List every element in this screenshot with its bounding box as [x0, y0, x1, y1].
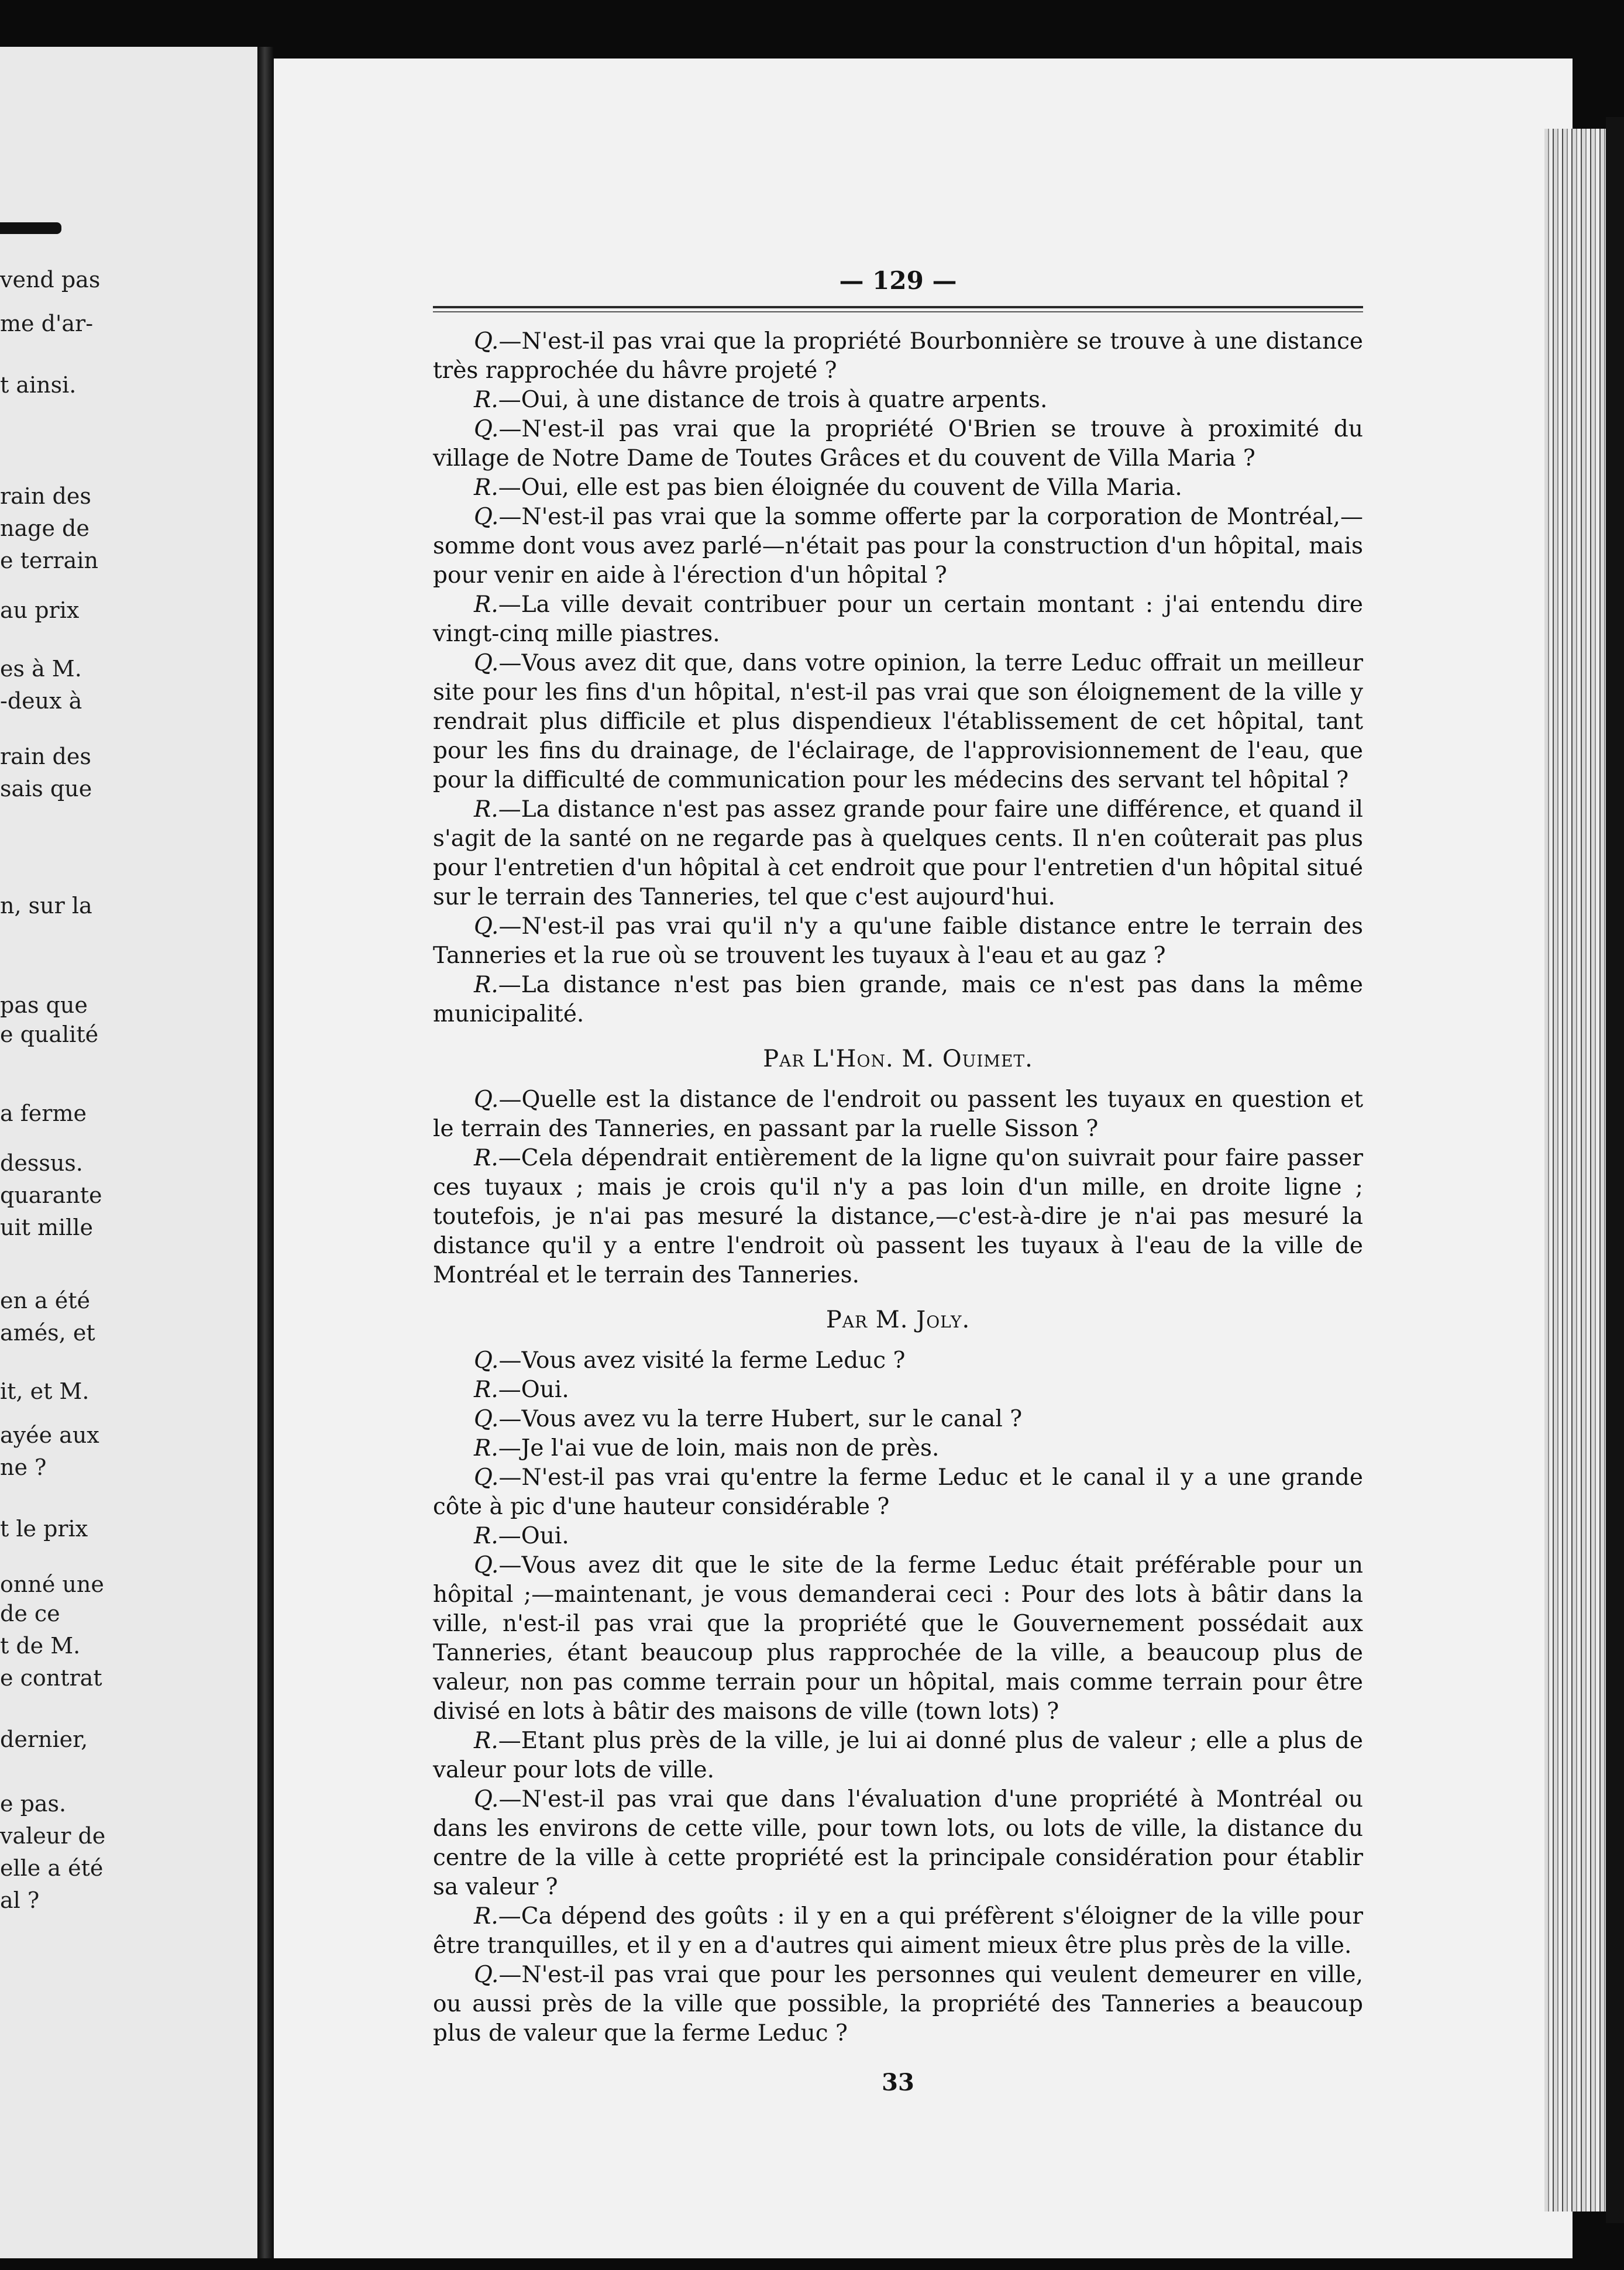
left-page-fragment: dessus. [0, 1150, 83, 1176]
paragraph-text: —Oui, elle est pas bien éloignée du couvent de Villa Maria. [498, 474, 1182, 501]
left-page-fragment: e terrain [0, 548, 98, 573]
question-paragraph [433, 415, 1363, 473]
left-page-fragment: elle a été [0, 1855, 104, 1881]
speaker-label: Q. [474, 913, 499, 940]
header-rule [433, 306, 1363, 314]
left-page-fragment: it, et M. [0, 1378, 90, 1404]
signature-mark: 33 [882, 2069, 914, 2096]
answer-paragraph [433, 1902, 1363, 1961]
paragraph-text: —N'est-il pas vrai qu'entre la ferme Leduc et le canal il y a une grande côte à pic d'une hauteur considérable ? [433, 1464, 1363, 1520]
speaker-label: R. [474, 1728, 498, 1754]
page-content [433, 266, 1363, 2097]
question-paragraph [433, 327, 1363, 386]
left-page-fragment: de ce [0, 1601, 60, 1626]
paragraph-text: —La distance n'est pas assez grande pour faire une différence, et quand il s'agit de la santé on ne regarde pas à quelques cents. Il n'en coûterait pas plus pour l'entretien d'un hôpital à cet endroit que pour l'entretien d'un hôpital situé sur le terrain des Tanneries, tel que c'est aujourd'hui. [433, 796, 1363, 910]
question-paragraph [433, 1785, 1363, 1902]
left-page-fragment: vend pas [0, 267, 101, 293]
left-page-fragment: nage de [0, 515, 90, 541]
paragraph-text: —La ville devait contribuer pour un certain montant : j'ai entendu dire vingt-cinq mille piastres. [433, 591, 1363, 647]
paragraph-text: —Vous avez dit que le site de la ferme Leduc était préférable pour un hôpital ;—maintenant, je vous demanderai ceci : Pour des lots à bâtir dans la ville, n'est-il pas vrai que la propriété que le Gouvernement possédait aux Tanneries, étant beaucoup plus rapprochée de la ville, a beaucoup plus de valeur, non pas comme terrain pour un hôpital, mais comme terrain pour être divisé en lots à bâtir des maisons de ville (town lots) ? [433, 1552, 1363, 1725]
left-page-fragment: en a été [0, 1288, 91, 1313]
left-page-fragment: ne ? [0, 1454, 47, 1480]
paragraph-text: —Oui. [498, 1377, 569, 1403]
answer-paragraph [433, 1375, 1363, 1405]
speaker-label: Q. [474, 328, 499, 355]
left-page-fragment: e qualité [0, 1022, 99, 1047]
testimony-section-3 [433, 1346, 1363, 2048]
left-page-fragment: onné une [0, 1571, 104, 1597]
left-page-fragment: me d'ar- [0, 311, 94, 336]
question-paragraph [433, 503, 1363, 590]
left-page-fragment: quarante [0, 1182, 102, 1208]
paragraph-text: —N'est-il pas vrai que pour les personnes qui veulent demeurer en ville, ou aussi près de la ville que possible, la propriété des Tanneries a beaucoup plus de valeur que la ferme Leduc ? [433, 1962, 1363, 2047]
answer-paragraph [433, 1726, 1363, 1785]
left-page-fragment: al ? [0, 1887, 40, 1913]
speaker-label: Q. [474, 1962, 499, 1988]
answer-paragraph [433, 1144, 1363, 1290]
paragraph-text: —Vous avez visité la ferme Leduc ? [498, 1347, 906, 1374]
speaker-label: Q. [474, 1406, 499, 1432]
answer-paragraph [433, 473, 1363, 503]
left-page-fragment: rain des [0, 483, 91, 509]
speaker-label: R. [474, 387, 498, 413]
paragraph-text: —Etant plus près de la ville, je lui ai donné plus de valeur ; elle a plus de valeur pour lots de ville. [433, 1728, 1363, 1783]
speaker-label: R. [474, 972, 498, 998]
speaker-label: Q. [474, 504, 499, 530]
paragraph-text: —La distance n'est pas bien grande, mais ce n'est pas dans la même municipalité. [433, 972, 1363, 1027]
left-page-fragment: pas que [0, 992, 88, 1018]
paragraph-text: —N'est-il pas vrai que dans l'évaluation d'une propriété à Montréal ou dans les environs de cette ville, pour town lots, ou lots de ville, la distance du centre de la ville à cette propriété est la principale considération pour établir sa valeur ? [433, 1786, 1363, 1900]
left-page-fragment: valeur de [0, 1823, 106, 1849]
speaker-label: Q. [474, 1347, 499, 1374]
speaker-label: Q. [474, 650, 499, 676]
left-page-fragment: n, sur la [0, 893, 92, 919]
paragraph-text: —N'est-il pas vrai que la somme offerte par la corporation de Montréal,—somme dont vous avez parlé—n'était pas pour la construction d'un hôpital, mais pour venir en aide à l'érection d'un hôpital ? [433, 504, 1363, 589]
paragraph-text: —Je l'ai vue de loin, mais non de près. [498, 1435, 940, 1461]
book-gutter [257, 47, 274, 2258]
left-page-fragment: -deux à [0, 688, 82, 714]
testimony-section-2 [433, 1085, 1363, 1290]
left-page-fragment: amés, et [0, 1320, 95, 1346]
speaker-label: Q. [474, 416, 499, 442]
left-page-fragment: sais que [0, 776, 92, 802]
paragraph-text: —N'est-il pas vrai que la propriété Bourbonnière se trouve à une distance très rapprochée du hâvre projeté ? [433, 328, 1363, 384]
speaker-label: Q. [474, 1786, 499, 1812]
speaker-label: R. [474, 796, 498, 823]
paragraph-text: —Vous avez vu la terre Hubert, sur le canal ? [498, 1406, 1023, 1432]
left-page-fragment: e pas. [0, 1791, 67, 1817]
left-page-fragment: t le prix [0, 1516, 88, 1542]
paragraph-text: —N'est-il pas vrai qu'il n'y a qu'une faible distance entre le terrain des Tanneries et la rue où se trouvent les tuyaux à l'eau et au gaz ? [433, 913, 1363, 969]
paragraph-text: —N'est-il pas vrai que la propriété O'Brien se trouve à proximité du village de Notre Dame de Toutes Grâces et du couvent de Villa Maria ? [433, 416, 1363, 472]
question-paragraph [433, 1463, 1363, 1522]
question-paragraph [433, 649, 1363, 795]
speaker-label: R. [474, 591, 498, 618]
testimony-section-1 [433, 327, 1363, 1029]
question-paragraph [433, 1551, 1363, 1726]
paragraph-text: —Cela dépendrait entièrement de la ligne qu'on suivrait pour faire passer ces tuyaux ; mais je crois qu'il n'y a pas loin d'un mille, en droite ligne ; toutefois, je n'ai pas mesuré la distance,—c'est-à-dire je n'ai pas mesuré la distance qu'il y a entre l'endroit où passent les tuyaux à l'eau de la ville de Montréal et le terrain des Tanneries. [433, 1145, 1363, 1288]
left-page-fragment: es à M. [0, 656, 82, 682]
paragraph-text: —Oui, à une distance de trois à quatre arpents. [498, 387, 1048, 413]
question-paragraph [433, 1405, 1363, 1434]
answer-paragraph [433, 590, 1363, 649]
speaker-label: R. [474, 1435, 498, 1461]
left-page-fragment: ayée aux [0, 1422, 99, 1448]
left-page-fragment: dernier, [0, 1726, 88, 1752]
question-paragraph [433, 1961, 1363, 2048]
speaker-label: Q. [474, 1552, 499, 1578]
left-page-rule [0, 222, 61, 234]
left-page-fragment: a ferme [0, 1100, 87, 1126]
left-page-fragment: rain des [0, 744, 91, 769]
left-page-fragment: t ainsi. [0, 372, 77, 398]
speaker-label: Q. [474, 1086, 499, 1113]
left-page-fragment: uit mille [0, 1215, 93, 1240]
paragraph-text: —Ca dépend des goûts : il y en a qui préfèrent s'éloigner de la ville pour être tranquilles, et il y en a d'autres qui aiment mieux être plus près de la ville. [433, 1903, 1363, 1959]
left-page-fragment: t de M. [0, 1633, 81, 1659]
answer-paragraph [433, 386, 1363, 415]
paragraph-text: —Quelle est la distance de l'endroit ou passent les tuyaux en question et le terrain des Tanneries, en passant par la ruelle Sisson ? [433, 1086, 1363, 1142]
question-paragraph [433, 912, 1363, 971]
speaker-label: R. [474, 1523, 498, 1549]
question-paragraph [433, 1346, 1363, 1375]
section-heading-joly: Par M. Joly. [825, 1306, 971, 1333]
answer-paragraph [433, 1434, 1363, 1463]
question-paragraph [433, 1085, 1363, 1144]
answer-paragraph [433, 971, 1363, 1029]
speaker-label: R. [474, 1145, 498, 1171]
speaker-label: R. [474, 1903, 498, 1930]
paragraph-text: —Oui. [498, 1523, 569, 1549]
page-edges [1544, 129, 1609, 2211]
page-number: — 129 — [839, 266, 957, 295]
answer-paragraph [433, 795, 1363, 912]
speaker-label: Q. [474, 1464, 499, 1491]
scan-border [1606, 117, 1624, 2223]
paragraph-text: —Vous avez dit que, dans votre opinion, la terre Leduc offrait un meilleur site pour les fins d'un hôpital, n'est-il pas vrai que son éloignement de la ville y rendrait plus difficile et plus dispendieux l'établissement de cet hôpital, tant pour les fins du drainage, de l'éclairage, de l'approvisionnement de l'eau, que pour la difficulté de communication pour les médecins des servant tel hôpital ? [433, 650, 1363, 793]
left-page-fragment: au prix [0, 597, 80, 623]
answer-paragraph [433, 1522, 1363, 1551]
speaker-label: R. [474, 474, 498, 501]
section-heading-ouimet: Par L'Hon. M. Ouimet. [763, 1045, 1033, 1072]
speaker-label: R. [474, 1377, 498, 1403]
left-page-fragment: e contrat [0, 1665, 102, 1691]
